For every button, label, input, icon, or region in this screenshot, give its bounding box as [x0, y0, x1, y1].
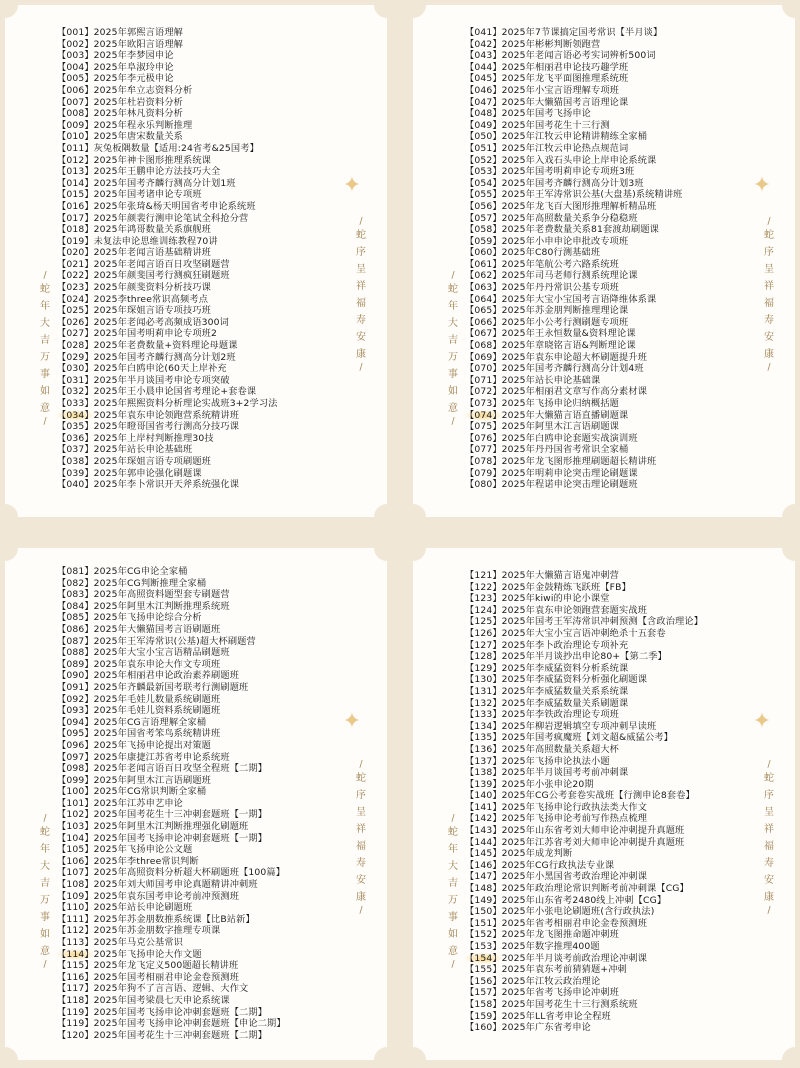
list-item: 【075】2025年阿里木江言语刷题课	[465, 421, 620, 433]
slogan-char: /	[43, 960, 47, 970]
slogan-char: 福	[764, 298, 774, 309]
list-item: 【095】2025年国省考笨鸟系统精讲班	[57, 728, 221, 740]
slogan-char: 意	[40, 946, 50, 957]
list-item: 【078】2025年龙飞图形推理刷题超长精讲班	[465, 455, 657, 467]
list-item: 【101】2025年江苏申艺申论	[57, 797, 184, 809]
slogan-char: 事	[448, 369, 458, 380]
list-item: 【126】2025年大宝小宝言语冲刺绝杀十五套卷	[465, 627, 666, 639]
slogan-char: 大	[448, 318, 458, 329]
list-item: 【150】2025年小张电论刷题班(含行政执法)	[465, 906, 655, 918]
course-list	[57, 27, 347, 491]
list-item: 【031】2025年半月谈国考申论专项突破	[57, 374, 230, 386]
slogan-char: 祥	[356, 281, 366, 292]
slogan-char: 安	[356, 332, 366, 343]
sparkle-icon: ✦	[342, 173, 362, 198]
list-item: 【158】2025年国考花生十三行测系统班	[465, 998, 638, 1010]
slogan-char: 康	[764, 892, 774, 903]
list-item: 【074】2025年大懒猫言语直播刷题课	[465, 409, 629, 421]
list-item: 【136】2025年高照数量关系超大杯	[465, 743, 620, 755]
list-item: 【092】2025年毛娃儿数量系统刷题班	[57, 693, 221, 705]
list-item: 【049】2025年国考花生十三行测	[465, 119, 610, 131]
list-item: 【129】2025年李威猛资料分析系统课	[465, 662, 629, 674]
slogan-char: 大	[448, 861, 458, 872]
slogan-char: 安	[764, 875, 774, 886]
slogan-char: 大	[40, 861, 50, 872]
list-item: 【017】2025年颜裴行测申论笔试全科抢分营	[57, 212, 249, 224]
list-item: 【097】2025年康捷江苏省考申论系统班	[57, 751, 230, 763]
list-item: 【116】2025年国考相丽君申论金卷预测班	[57, 971, 240, 983]
slogan-char: 福	[356, 841, 366, 852]
slogan-char: 万	[448, 895, 458, 906]
list-item: 【008】2025年林凡资料分析	[57, 108, 184, 120]
list-item: 【160】2025年广东省考申论	[465, 1022, 592, 1034]
list-item: 【066】2025年小公考行测刷题专项班	[465, 316, 629, 328]
list-item: 【111】2025年苏金朋数推系统课【比B站新】	[57, 913, 255, 925]
list-item: 【123】2025年kiwi的申论小课堂	[465, 593, 610, 605]
slogan-char: 万	[40, 352, 50, 363]
list-item: 【023】2025年颜斐资料分析技巧课	[57, 282, 212, 294]
list-item: 【011】灰兔板隅数量【适用:24省考&25国考】	[57, 142, 259, 154]
slogan-char: 呈	[764, 264, 774, 275]
slogan-char: 寿	[356, 315, 366, 326]
slogan-char: 蛇	[764, 230, 774, 241]
list-item: 【079】2025年明莉申论突击理论刷题课	[465, 467, 638, 479]
slogan-char: /	[767, 363, 771, 373]
slogan-char: 福	[356, 298, 366, 309]
list-item: 【065】2025年苏金朋判断推理理论课	[465, 305, 629, 317]
list-item: 【081】2025年CG申论全家桶	[57, 566, 188, 577]
slogan-char: 序	[764, 247, 774, 258]
list-card-1	[5, 5, 387, 517]
slogan-char: /	[767, 906, 771, 916]
slogan-char: 吉	[448, 878, 458, 889]
slogan-char: 如	[448, 929, 458, 940]
list-item: 【040】2025年李卜常识开天斧系统强化课	[57, 479, 240, 491]
slogan-char: /	[451, 960, 455, 970]
side-slogan-left	[38, 271, 52, 427]
slogan-char: 蛇	[40, 284, 50, 295]
slogan-char: 寿	[764, 858, 774, 869]
list-item: 【086】2025年大懒猫国考言语刷题班	[57, 623, 221, 635]
list-item: 【115】2025年龙飞定义500题超长精讲班	[57, 960, 239, 972]
list-item: 【067】2025年王永恒数量&资料理论课	[465, 328, 636, 340]
side-slogan-left	[446, 271, 460, 427]
list-item: 【037】2025年站长申论基础班	[57, 444, 193, 456]
list-item: 【035】2025年瞪哥国省考行测高分技巧课	[57, 421, 240, 433]
list-item: 【083】2025年高照资料题型套专刷题营	[57, 589, 230, 601]
list-item: 【084】2025年阿里木江判断推理系统班	[57, 600, 230, 612]
list-item: 【052】2025年入戏石头申论上岸申论系统课	[465, 154, 657, 166]
slogan-char: 呈	[764, 807, 774, 818]
list-item: 【091】2025年齐麟最新国考联考行测刷题班	[57, 681, 249, 693]
slogan-char: /	[43, 271, 47, 281]
list-item: 【121】2025年大懒猫言语鬼冲刺营	[465, 570, 620, 581]
list-item: 【012】2025年神卡图形推理系统课	[57, 154, 212, 166]
sparkle-icon: ✦	[342, 709, 362, 734]
list-card-2	[413, 5, 795, 517]
list-item: 【088】2025年大宝小宝言语精品刷题班	[57, 647, 230, 659]
list-item: 【076】2025年白鸥申论套题实战演训班	[465, 432, 638, 444]
side-slogan-right	[762, 760, 776, 916]
list-item: 【118】2025年国考梁晨七天申论系统课	[57, 994, 230, 1006]
list-item: 【145】2025年成龙判断	[465, 848, 573, 860]
slogan-char: 蛇	[356, 773, 366, 784]
list-item: 【028】2025年老费数量+资料理论母题课	[57, 340, 238, 352]
course-list	[465, 27, 755, 491]
list-item: 【103】2025年阿里木江判断推理强化刷题班	[57, 821, 249, 833]
list-item: 【128】2025年半月谈抄出申论80+【第二季】	[465, 651, 667, 663]
list-item: 【018】2025年鸿哥数量关系旗舰班	[57, 224, 212, 236]
list-item: 【024】2025李three常识高频考点	[57, 293, 209, 305]
list-item: 【027】2025年国考明莉申论专项班2	[57, 328, 218, 340]
list-item: 【119】2025年国考飞扬申论冲刺套题班【二期】	[57, 1006, 268, 1018]
list-item: 【026】2025年老闻必考高频成语300词	[57, 316, 230, 328]
slogan-char: 寿	[356, 858, 366, 869]
slogan-char: /	[43, 814, 47, 824]
slogan-char: 蛇	[764, 773, 774, 784]
list-item: 【090】2025年相丽君申论政治素养刷题班	[57, 670, 240, 682]
list-item: 【110】2025年站长申论刷题班	[57, 902, 193, 914]
slogan-char: 年	[40, 301, 50, 312]
list-item: 【021】2025年老闻言语百日攻坚刷题营	[57, 258, 230, 270]
list-item: 【044】2025年相丽君申论技巧趣学班	[465, 61, 629, 73]
list-item: 【120】2025年国考花生十三冲刺套题班【二期】	[57, 1029, 268, 1041]
list-item: 【063】2025年丹丹常识公基专项班	[465, 282, 620, 294]
list-item: 【048】2025年国考飞扬申论	[465, 108, 592, 120]
list-item: 【108】2025年刘大师国考申论真题精讲冲刺班	[57, 879, 258, 891]
list-item: 【096】2025年飞扬申论提出对策题	[57, 739, 212, 751]
sparkle-icon: ✦	[752, 709, 772, 734]
slogan-char: 意	[40, 403, 50, 414]
list-item: 【070】2025年国考齐麟行测高分计划4班	[465, 363, 644, 375]
list-card-3	[5, 548, 387, 1060]
list-item: 【157】2025年省考飞扬申论冲刺班	[465, 987, 620, 999]
list-item: 【047】2025年大懒猫国考言语理论课	[465, 96, 629, 108]
list-item: 【130】2025年李威猛资料分析强化刷题课	[465, 674, 648, 686]
list-item: 【102】2025年国考花生十三冲刺套题班【一期】	[57, 809, 268, 821]
slogan-char: 蛇	[448, 827, 458, 838]
slogan-char: /	[359, 906, 363, 916]
list-item: 【153】2025年数字推理400题	[465, 941, 600, 952]
list-item: 【004】2025年阜淑玲申论	[57, 61, 174, 73]
slogan-char: 年	[448, 301, 458, 312]
sparkle-icon: ✦	[752, 173, 772, 198]
slogan-char: 如	[40, 929, 50, 940]
list-item: 【100】2025年CG常识判断全家桶	[57, 786, 207, 798]
list-item: 【077】2025年丹丹国省考常识全家桶	[465, 444, 629, 456]
list-item: 【146】2025年CG行政执法专业课	[465, 859, 615, 871]
slogan-char: /	[451, 814, 455, 824]
list-item: 【010】2025年唐宋数量关系	[57, 131, 184, 143]
slogan-char: 呈	[356, 264, 366, 275]
list-item: 【155】2025年袁东考前猜猜题+冲刺	[465, 964, 627, 976]
slogan-char: 康	[764, 349, 774, 360]
list-item: 【051】2025年江牧云申论热点规范词	[465, 142, 629, 154]
slogan-char: 祥	[764, 281, 774, 292]
list-item: 【117】2025年狗不了言言语、逻辑、大作文	[57, 983, 249, 995]
slogan-char: /	[767, 217, 771, 227]
list-item: 【109】2025年袁东国考申论考前冲预测班	[57, 890, 240, 902]
slogan-char: 呈	[356, 807, 366, 818]
list-item: 【045】2025年龙飞平面图推理系统班	[465, 73, 629, 85]
list-item: 【009】2025年程永乐判断推理	[57, 119, 193, 131]
list-item: 【156】2025年江牧云政治理论	[465, 975, 601, 987]
slogan-char: 事	[40, 369, 50, 380]
slogan-char: 大	[40, 318, 50, 329]
list-item: 【002】2025年欧阳言语理解	[57, 38, 184, 50]
list-item: 【134】2025年柳岩逻辑填空专项冲刺早读班	[465, 720, 657, 732]
list-item: 【038】2025年琛姐言语专项刷题班	[57, 455, 212, 467]
slogan-char: 事	[448, 912, 458, 923]
list-item: 【036】2025年上岸村判断推理30技	[57, 432, 214, 444]
list-item: 【142】2025年飞扬申论考前写作热点梳理	[465, 813, 648, 825]
slogan-char: /	[359, 363, 363, 373]
list-item: 【104】2025年国考飞扬申论冲刺套题班【一期】	[57, 832, 268, 844]
list-item: 【127】2025年李卜政治理论专项补充	[465, 639, 629, 651]
list-item: 【058】2025年老费数量关系81套渡劫刷题课	[465, 224, 660, 236]
course-list	[57, 566, 347, 1041]
list-item: 【006】2025年牟立志资料分析	[57, 84, 193, 96]
list-item: 【080】2025年程诺申论突击理论刷题班	[465, 479, 638, 491]
list-item: 【053】2025年国考明莉申论专项班3班	[465, 166, 635, 178]
slogan-char: /	[451, 417, 455, 427]
list-item: 【087】2025年王军涛常识(公基)超大杯刷题营	[57, 635, 256, 647]
slogan-char: 序	[356, 790, 366, 801]
list-item: 【089】2025年袁东申论大作文专项班	[57, 658, 221, 670]
course-list	[465, 570, 755, 1034]
slogan-char: 蛇	[40, 827, 50, 838]
slogan-char: 祥	[356, 824, 366, 835]
list-item: 【138】2025年半月谈国考考前冲刺课	[465, 767, 629, 779]
slogan-char: 意	[448, 946, 458, 957]
list-item: 【020】2025年老闻言语基础精讲班	[57, 247, 212, 259]
slogan-char: 安	[356, 875, 366, 886]
list-item: 【034】2025年袁东申论领跑营系统精讲班	[57, 409, 240, 421]
list-item: 【122】2025年金鼓精炼飞跃班【FB】	[465, 581, 631, 593]
list-item: 【135】2025年国考疯魔班【刘文超&威猛公考】	[465, 732, 674, 744]
slogan-char: 祥	[764, 824, 774, 835]
list-item: 【152】2025年龙飞图推命题冲刺班	[465, 929, 620, 941]
list-item: 【113】2025年马克公基常识	[57, 937, 184, 948]
list-item: 【056】2025年龙飞百大图形推理解析精品班	[465, 200, 657, 212]
list-item: 【043】2025年老闻言语必考实词辨析500词	[465, 50, 656, 62]
list-item: 【141】2025年飞扬申论行政执法类大作文	[465, 801, 648, 813]
list-item: 【057】2025年高照数量关系争分稳稳班	[465, 212, 638, 224]
list-item: 【068】2025年章晓铭言语&判断理论课	[465, 340, 636, 352]
list-item: 【033】2025年熙熙资料分析理论实战班3+2学习法	[57, 398, 278, 409]
list-item: 【071】2025年站长申论基础课	[465, 374, 601, 386]
list-item: 【133】2025年李铁政治理论专项班	[465, 709, 620, 721]
list-item: 【085】2025年飞扬申论综合分析	[57, 612, 202, 624]
list-item: 【144】2025年江苏省考刘大师申论冲刺提升真题班	[465, 836, 685, 848]
list-item: 【046】2025年小宝言语理解专项班	[465, 84, 620, 96]
list-item: 【060】2025年C80行测基础班	[465, 247, 601, 259]
side-slogan-left	[38, 814, 52, 970]
slogan-char: 序	[356, 247, 366, 258]
list-item: 【093】2025年毛娃儿资料系统刷题班	[57, 705, 221, 717]
list-item: 【125】2025年国考王军涛常识冲刺预测【含政治理论】	[465, 616, 704, 628]
list-item: 【107】2025年高照资料分析超大杯刷题班【100篇】	[57, 867, 286, 879]
list-item: 【139】2025年小张申论20期	[465, 778, 594, 790]
slogan-char: 万	[448, 352, 458, 363]
list-item: 【055】2025年王军涛常识公基(大盘基)系统精讲班	[465, 189, 683, 201]
list-item: 【016】2025年张琦&杨天明国省考申论系统班	[57, 200, 256, 212]
slogan-char: /	[43, 417, 47, 427]
list-item: 【030】2025年白鸥申论(60天上岸补充	[57, 363, 227, 375]
list-item: 【106】2025年李three常识判断	[57, 855, 199, 867]
side-slogan-right	[762, 217, 776, 373]
slogan-char: 如	[448, 386, 458, 397]
list-item: 【082】2025年CG判断推理全家桶	[57, 577, 207, 589]
slogan-char: 福	[764, 841, 774, 852]
slogan-char: /	[451, 271, 455, 281]
list-item: 【061】2025年笔航公考六路系统班	[465, 258, 620, 270]
list-item: 【159】2025年LL省考申论全程班	[465, 1010, 611, 1022]
slogan-char: 意	[448, 403, 458, 414]
list-item: 【132】2025年李威猛数量关系刷题课	[465, 697, 629, 709]
list-item: 【019】未复法申论思维训练教程70讲	[57, 235, 218, 247]
list-item: 【072】2025年相丽君文章写作高分素材课	[465, 386, 648, 398]
list-item: 【059】2025年小申申论申批改专项班	[465, 235, 629, 247]
slogan-char: 吉	[448, 335, 458, 346]
list-item: 【154】2025年半月谈考前政治理论冲刺课	[465, 952, 648, 964]
list-item: 【041】2025年7节课搞定国考常识【半月谈】	[465, 27, 663, 38]
list-item: 【050】2025年江牧云申论精讲精练全家桶	[465, 131, 648, 143]
slogan-char: 事	[40, 912, 50, 923]
list-item: 【149】2025年山东省考2480线上冲刺【CG】	[465, 894, 667, 906]
list-item: 【137】2025年飞扬申论执法小题	[465, 755, 610, 767]
slogan-char: 蛇	[356, 230, 366, 241]
slogan-char: 安	[764, 332, 774, 343]
slogan-char: 吉	[40, 878, 50, 889]
list-item: 【069】2025年袁东申论超大杯刷题提升班	[465, 351, 648, 363]
side-slogan-left	[446, 814, 460, 970]
list-item: 【013】2025年王鹏申论方法技巧大全	[57, 166, 221, 178]
list-item: 【007】2025年杜岩资料分析	[57, 96, 184, 108]
slogan-char: /	[359, 217, 363, 227]
slogan-char: 万	[40, 895, 50, 906]
list-item: 【147】2025年小黑国省考政治理论冲刺课	[465, 871, 648, 883]
slogan-char: 蛇	[448, 284, 458, 295]
list-item: 【073】2025年飞扬申论归纳概括题	[465, 398, 620, 409]
list-item: 【022】2025年颜斐国考行测疯狂刷题班	[57, 270, 230, 282]
list-item: 【014】2025年国考齐麟行测高分计划1班	[57, 177, 236, 189]
side-slogan-right	[354, 217, 368, 373]
list-item: 【039】2025年郭申论强化刷题课	[57, 467, 202, 479]
slogan-char: 如	[40, 386, 50, 397]
list-item: 【001】2025年郭熙言语理解	[57, 27, 184, 38]
list-item: 【098】2025年老闻言语百日攻坚全程班【二期】	[57, 763, 268, 775]
slogan-char: 序	[764, 790, 774, 801]
list-item: 【151】2025年省考相丽君申论金卷预测班	[465, 917, 648, 929]
list-item: 【029】2025年国考齐麟行测高分计划2班	[57, 351, 236, 363]
list-item: 【148】2025年政治理论常识判断考前冲刺课【CG】	[465, 883, 689, 895]
list-item: 【112】2025年苏金朋数字推理专项课	[57, 925, 221, 937]
slogan-char: 年	[448, 844, 458, 855]
list-item: 【119】2025年国考飞扬申论冲刺套题班【申论二期】	[57, 1018, 286, 1030]
slogan-char: 康	[356, 349, 366, 360]
slogan-char: /	[359, 760, 363, 770]
list-item: 【042】2025年彬彬判断领跑营	[465, 38, 601, 50]
list-item: 【124】2025年袁东申论领跑营套题实战班	[465, 604, 648, 616]
list-item: 【032】2025年王小晨申论国省考理论+套卷课	[57, 386, 257, 398]
slogan-char: /	[767, 760, 771, 770]
list-item: 【094】2025年CG言语理解全家桶	[57, 716, 207, 728]
list-item: 【114】2025年飞扬申论大作文题	[57, 948, 202, 960]
list-item: 【003】2025年李梦园申论	[57, 50, 174, 62]
list-item: 【105】2025年飞扬申论公文题	[57, 844, 193, 856]
list-item: 【131】2025年李威猛数量关系系统课	[465, 685, 629, 697]
slogan-char: 寿	[764, 315, 774, 326]
list-item: 【143】2025年山东省考刘大师申论冲刺提升真题班	[465, 825, 685, 837]
side-slogan-right	[354, 760, 368, 916]
list-item: 【005】2025年李元极申论	[57, 73, 174, 85]
slogan-char: 康	[356, 892, 366, 903]
list-card-4	[413, 548, 795, 1060]
list-item: 【015】2025年国考诸申论专项班	[57, 189, 202, 201]
list-item: 【054】2025年国考齐麟行测高分计划3班	[465, 177, 644, 189]
list-item: 【062】2025年司马老师行测系统理论课	[465, 270, 638, 282]
slogan-char: 年	[40, 844, 50, 855]
slogan-char: 吉	[40, 335, 50, 346]
list-item: 【140】2025年CG公考套卷实战班【行测申论8套卷】	[465, 790, 695, 802]
list-item: 【025】2025年琛姐言语专项技巧班	[57, 305, 212, 317]
list-item: 【064】2025年大宝小宝国考言语降维体系课	[465, 293, 657, 305]
list-item: 【099】2025年阿里木江言语刷题班	[57, 774, 212, 786]
